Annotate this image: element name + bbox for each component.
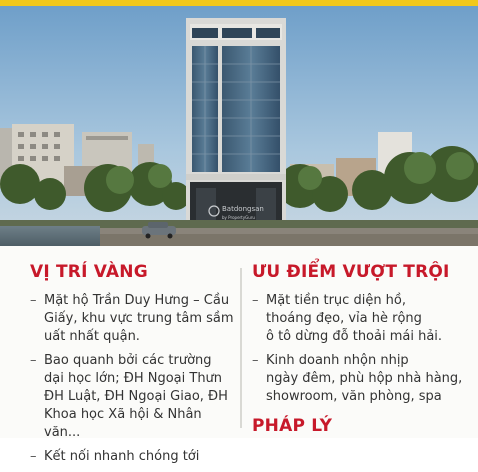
dash-marker: –	[30, 353, 37, 368]
info-panel	[0, 246, 478, 464]
list-item-text: Mặt tiền trục diện hồ, thoáng đẹo, vỉa hè rộng ô tô dừng đỗ thoải mái hải.	[266, 293, 443, 344]
location-section	[30, 262, 240, 472]
dash-marker: –	[30, 293, 37, 308]
location-heading: VỊ TRÍ VÀNG	[30, 262, 148, 282]
list-item-text: Bao quanh bởi các trường dại học lớn; ĐH Ngoại Thưn ĐH Luật, ĐH Ngoại Giao, ĐH Khoa học Xã hội & Nhân văn...	[44, 353, 228, 440]
building-photo-illustration	[0, 6, 478, 246]
list-item	[30, 292, 240, 346]
list-item	[252, 292, 472, 346]
legal-heading: PHÁP LÝ	[252, 416, 333, 436]
dash-marker: –	[252, 293, 259, 308]
list-item	[30, 448, 240, 466]
building-photo	[0, 6, 478, 246]
list-item-text: Mặt hộ Trần Duy Hưng – Cầu Giấy, khu vực trung tâm sầm uất nhất quận.	[44, 293, 234, 344]
dash-marker: –	[252, 353, 259, 368]
list-item-text: Kết nối nhanh chóng tới	[44, 449, 200, 464]
list-item-text: Kinh doanh nhộn nhịp ngày đêm, phù hộp nhà hàng, showroom, văn phòng, spa	[266, 353, 463, 404]
advantages-list	[252, 292, 472, 406]
list-item	[252, 352, 472, 406]
dash-marker: –	[30, 449, 37, 464]
watermark-subtext: by PropertyGuru	[222, 215, 255, 220]
advantages-section	[252, 262, 472, 436]
column-divider	[240, 268, 242, 428]
advantages-heading: ƯU ĐIỂM VƯỢT TRỘI	[252, 262, 450, 282]
watermark-text: Batdongsan	[222, 205, 264, 213]
location-list	[30, 292, 240, 466]
list-item	[30, 352, 240, 442]
